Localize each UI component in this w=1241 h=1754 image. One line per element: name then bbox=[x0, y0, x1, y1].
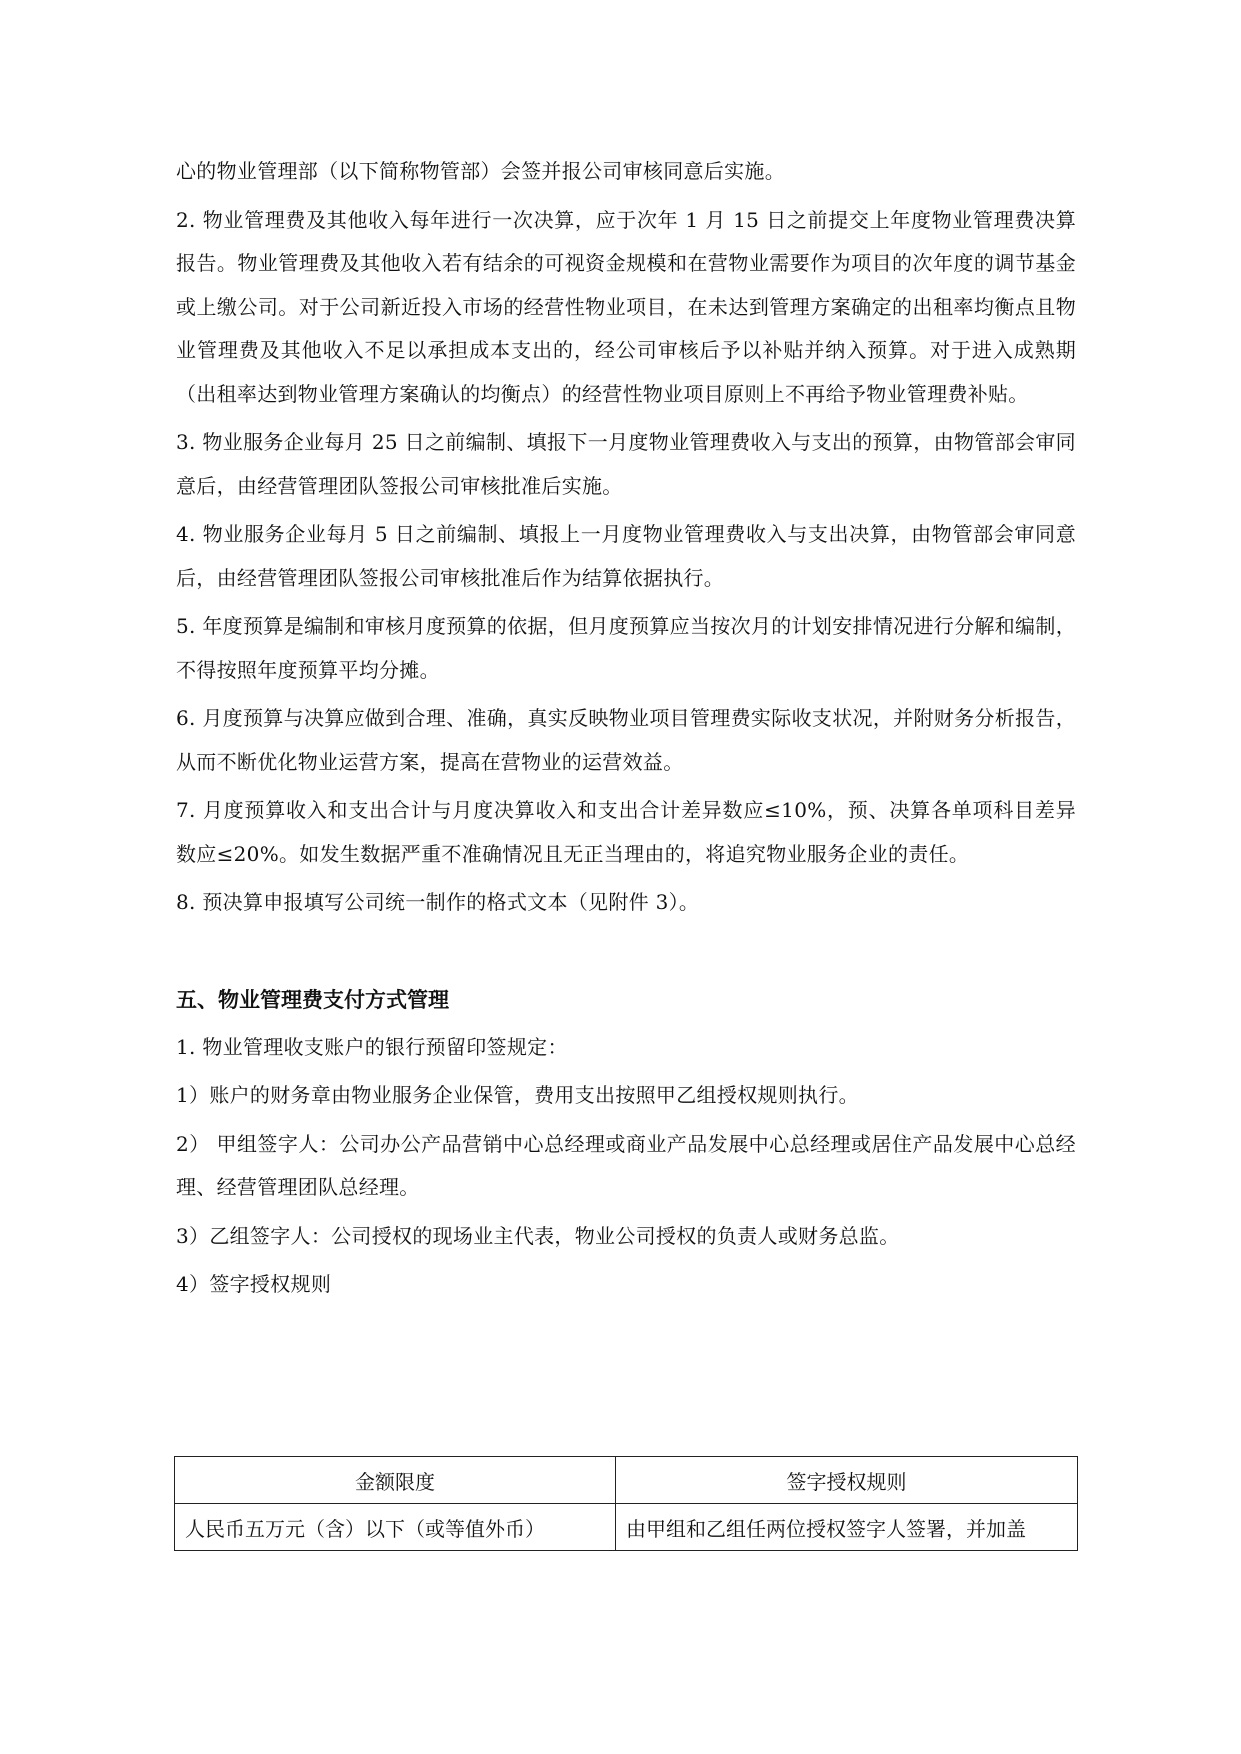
document-page bbox=[176, 150, 1076, 1312]
table-header-row bbox=[175, 1457, 1078, 1504]
paragraph-item-8: 8. 预决算申报填写公司统一制作的格式文本（见附件 3）。 bbox=[176, 890, 700, 914]
paragraph-item-5: 5. 年度预算是编制和审核月度预算的依据，但月度预算应当按次月的计划安排情况进行分解和编制，不得按照年度预算平均分摊。 bbox=[176, 614, 1076, 682]
paragraph-subitem-2: 2） 甲组签字人：公司办公产品营销中心总经理或商业产品发展中心总经理或居住产品发展中心总经理、经营管理团队总经理。 bbox=[176, 1131, 1076, 1199]
table-cell-rule: 由甲组和乙组任两位授权签字人签署，并加盖 bbox=[616, 1504, 1078, 1551]
authorization-table bbox=[174, 1456, 1078, 1551]
column-header-amount-limit: 金额限度 bbox=[175, 1457, 616, 1504]
table-row bbox=[175, 1504, 1078, 1551]
section-heading: 五、物业管理费支付方式管理 bbox=[176, 987, 449, 1012]
section-spacer bbox=[176, 930, 1076, 980]
paragraph-item-2: 2. 物业管理费及其他收入每年进行一次决算，应于次年 1 月 15 日之前提交上年度物业管理费决算报告。物业管理费及其他收入若有结余的可视资金规模和在营物业需要作为项目的次年度的调节基金或上缴公司。对于公司新近投入市场的经营性物业项目，在未达到管理方案确定的出租率均衡点且物业管理费及其他收入不足以承担成本支出的，经公司审核后予以补贴并纳入预算。对于进入成熟期（出租率达到物业管理方案确认的均衡点）的经营性物业项目原则上不再给予物业管理费补贴。 bbox=[176, 207, 1076, 406]
table-cell-amount: 人民币五万元（含）以下（或等值外币） bbox=[175, 1504, 616, 1551]
paragraph-subitem-3: 3）乙组签字人：公司授权的现场业主代表，物业公司授权的负责人或财务总监。 bbox=[176, 1223, 900, 1248]
paragraph-continuation: 心的物业管理部（以下简称物管部）会签并报公司审核同意后实施。 bbox=[176, 159, 785, 183]
paragraph-subitem-4: 4）签字授权规则 bbox=[176, 1272, 332, 1296]
column-header-signing-rule: 签字授权规则 bbox=[616, 1457, 1078, 1504]
paragraph-item-4: 4. 物业服务企业每月 5 日之前编制、填报上一月度物业管理费收入与支出决算，由物管部会审同意后，由经营管理团队签报公司审核批准后作为结算依据执行。 bbox=[176, 522, 1076, 590]
paragraph-item-3: 3. 物业服务企业每月 25 日之前编制、填报下一月度物业管理费收入与支出的预算，由物管部会审同意后，由经营管理团队签报公司审核批准后实施。 bbox=[176, 430, 1076, 498]
paragraph-item-7: 7. 月度预算收入和支出合计与月度决算收入和支出合计差异数应≤10%，预、决算各单项科目差异数应≤20%。如发生数据严重不准确情况且无正当理由的，将追究物业服务企业的责任。 bbox=[176, 798, 1076, 866]
paragraph-subitem-1: 1）账户的财务章由物业服务企业保管，费用支出按照甲乙组授权规则执行。 bbox=[176, 1083, 859, 1107]
paragraph-item-6: 6. 月度预算与决算应做到合理、准确，真实反映物业项目管理费实际收支状况，并附财务分析报告，从而不断优化物业运营方案，提高在营物业的运营效益。 bbox=[176, 706, 1076, 774]
paragraph-seal-rules: 1. 物业管理收支账户的银行预留印签规定： bbox=[176, 1034, 568, 1059]
